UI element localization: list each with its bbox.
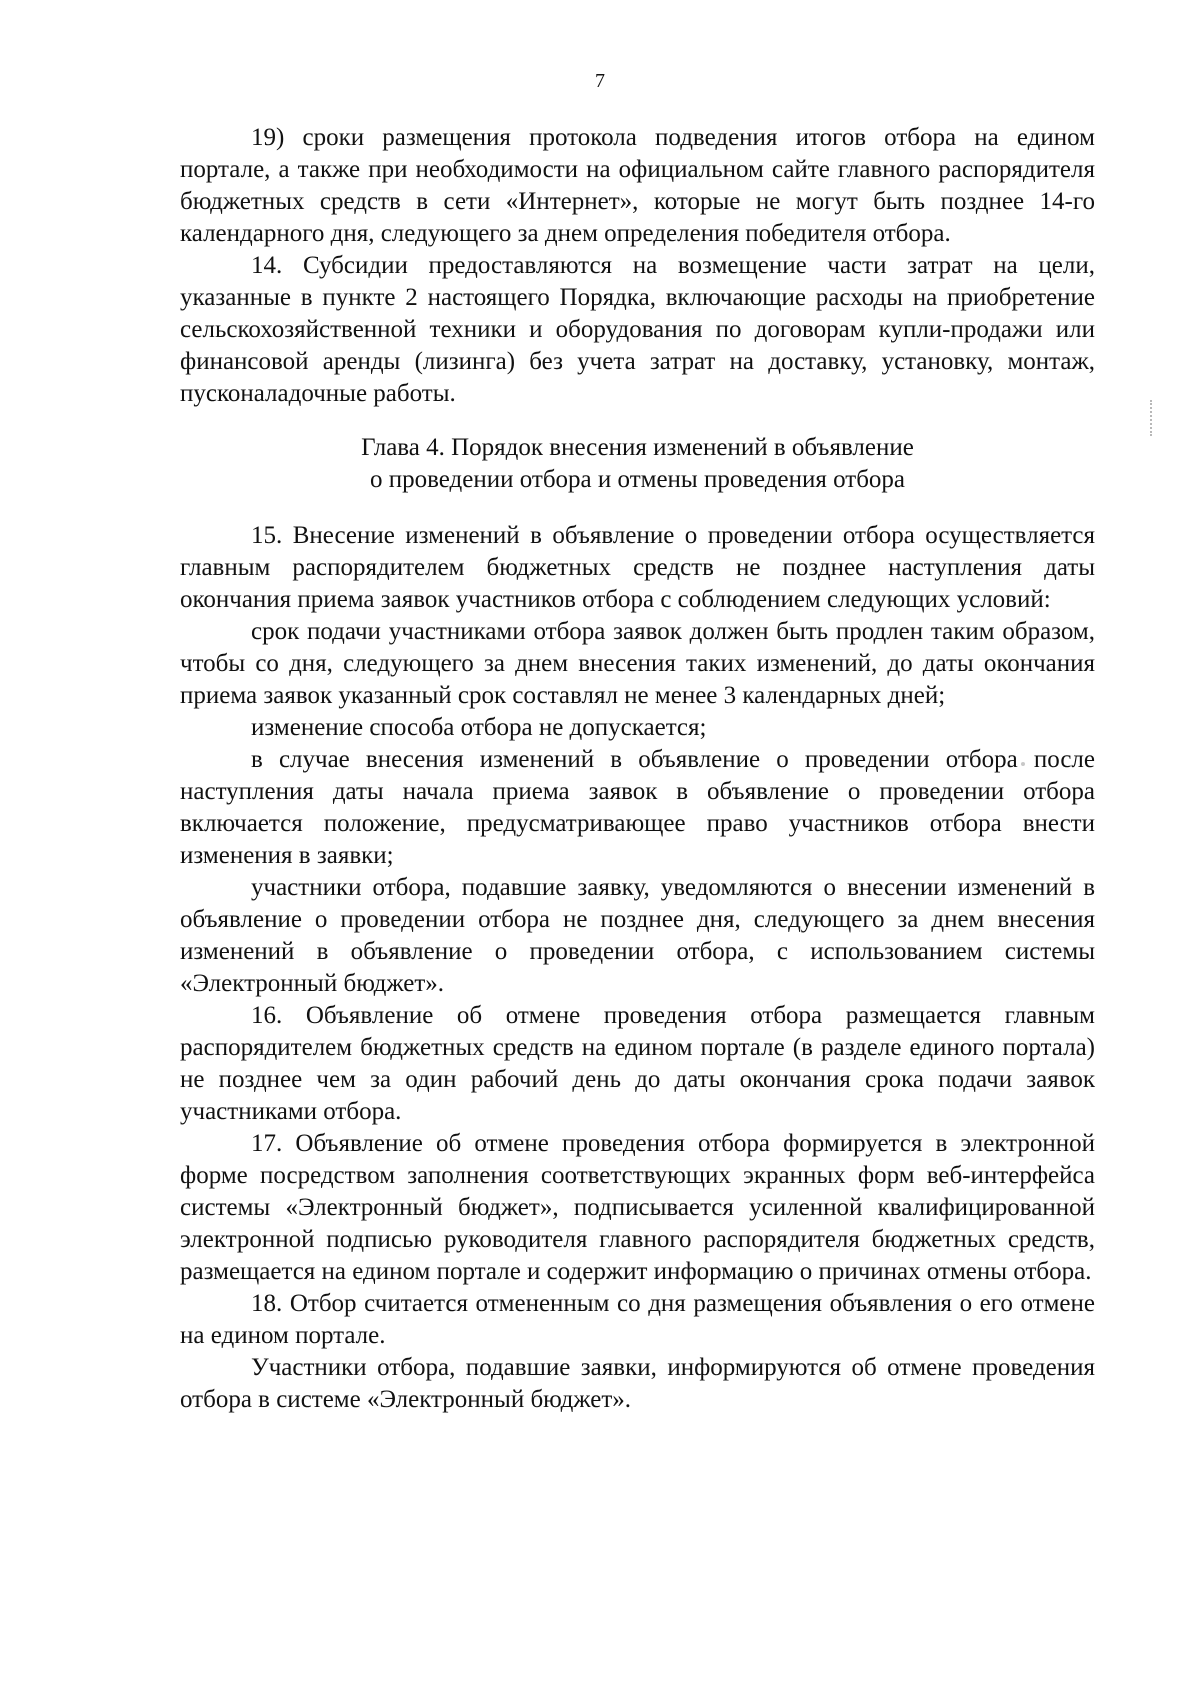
paragraph-15-condition-amendments: в случае внесения изменений в объявление о проведении отбора после наступления даты начала приема заявок в объявление о проведении отбора включается положение, предусматривающее право участников отбора внести изменения в заявки; [180,746,1095,869]
paragraph-17: 17. Объявление об отмене проведения отбора формируется в электронной форме посредством заполнения соответствующих экранных форм веб-интерфейса системы «Электронный бюджет», подписывается усиленной квалифицированной электронной подписью руководителя главного распорядителя бюджетных средств, размещается на едином портале и содержит информацию о причинах отмены отбора. [180,1130,1095,1285]
scan-margin-marks [1150,400,1154,436]
chapter-heading [180,432,1095,496]
paragraph-16: 16. Объявление об отмене проведения отбора размещается главным распорядителем бюджетных средств на едином портале (в разделе единого портала) не позднее чем за один рабочий день до даты окончания срока подачи заявок участниками отбора. [180,1002,1095,1125]
paragraph-15-condition-notification: участники отбора, подавшие заявку, уведомляются о внесении изменений в объявление о проведении отбора не позднее дня, следующего за днем внесения изменений в объявление о проведении отбора, с использованием системы «Электронный бюджет». [180,874,1095,997]
paragraph-18-participants: Участники отбора, подавшие заявки, информируются об отмене проведения отбора в системе «Электронный бюджет». [180,1354,1095,1413]
chapter-heading-line-1: Глава 4. Порядок внесения изменений в объявление [361,434,914,461]
paragraph-15-condition-method: изменение способа отбора не допускается; [251,714,707,741]
document-body [180,122,1095,1416]
page-number: 7 [595,70,605,92]
paragraph-item-19: 19) сроки размещения протокола подведения итогов отбора на едином портале, а также при необходимости на официальном сайте главного распорядителя бюджетных средств в сети «Интернет», которые не могут быть позднее 14-го календарного дня, следующего за днем определения победителя отбора. [180,124,1095,247]
paragraph-14: 14. Субсидии предоставляются на возмещение части затрат на цели, указанные в пункте 2 настоящего Порядка, включающие расходы на приобретение сельскохозяйственной техники и оборудования по договорам купли-продажи или финансовой аренды (лизинга) без учета затрат на доставку, установку, монтаж, пусконаладочные работы. [180,252,1095,407]
chapter-heading-line-2: о проведении отбора и отмены проведения отбора [369,466,906,493]
paragraph-15-condition-deadline: срок подачи участниками отбора заявок должен быть продлен таким образом, чтобы со дня, следующего за днем внесения таких изменений, до даты окончания приема заявок указанный срок составлял не менее 3 календарных дней; [180,618,1095,709]
paragraph-15: 15. Внесение изменений в объявление о проведении отбора осуществляется главным распорядителем бюджетных средств не позднее наступления даты окончания приема заявок участников отбора с соблюдением следующих условий: [180,522,1095,613]
paragraph-18: 18. Отбор считается отмененным со дня размещения объявления о его отмене на едином портале. [180,1290,1095,1349]
